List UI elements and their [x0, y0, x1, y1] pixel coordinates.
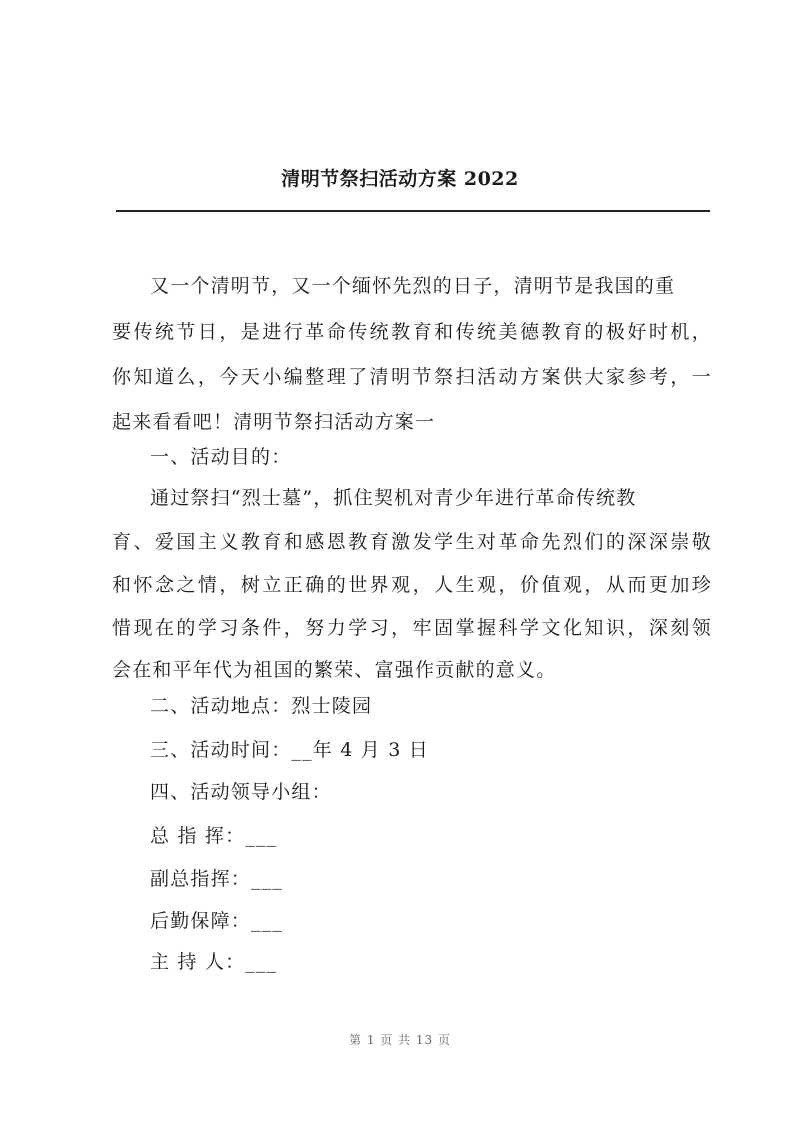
title-divider: [116, 210, 710, 212]
document-title: 清明节祭扫活动方案 2022: [281, 168, 519, 190]
section1-heading: 一、活动目的：: [150, 446, 292, 468]
purpose-line-2: 育、爱国主义教育和感恩教育激发学生对革命先烈们的深深崇敬: [112, 531, 712, 553]
purpose-line-3: 和怀念之情，树立正确的世界观，人生观，价值观，从而更加珍: [112, 574, 712, 596]
purpose-line-1: 通过祭扫“烈士墓”，抓住契机对青少年进行革命传统教: [150, 487, 637, 509]
purpose-line-5: 会在和平年代为祖国的繁荣、富强作贡献的意义。: [112, 659, 557, 681]
intro-line-3: 你知道么，今天小编整理了清明节祭扫活动方案供大家参考，一: [112, 366, 712, 388]
intro-line-2: 要传统节日，是进行革命传统教育和传统美德教育的极好时机，: [112, 321, 712, 343]
section2-location: 二、活动地点：烈士陵园: [150, 695, 373, 717]
role-logistics: 后勤保障：___: [150, 910, 284, 932]
section3-time: 三、活动时间：__年 4 月 3 日: [150, 739, 429, 761]
intro-line-4: 起来看看吧！清明节祭扫活动方案一: [112, 411, 436, 433]
role-host: 主 持 人：___: [150, 951, 278, 973]
page-number: 第 1 页 共 13 页: [349, 1033, 451, 1047]
intro-line-1: 又一个清明节，又一个缅怀先烈的日子，清明节是我国的重: [150, 275, 676, 297]
role-commander: 总 指 挥：___: [150, 825, 278, 847]
purpose-line-4: 惜现在的学习条件，努力学习，牢固掌握科学文化知识，深刻领: [112, 617, 712, 639]
section4-heading: 四、活动领导小组：: [150, 781, 332, 803]
role-deputy-commander: 副总指挥：___: [150, 868, 284, 890]
